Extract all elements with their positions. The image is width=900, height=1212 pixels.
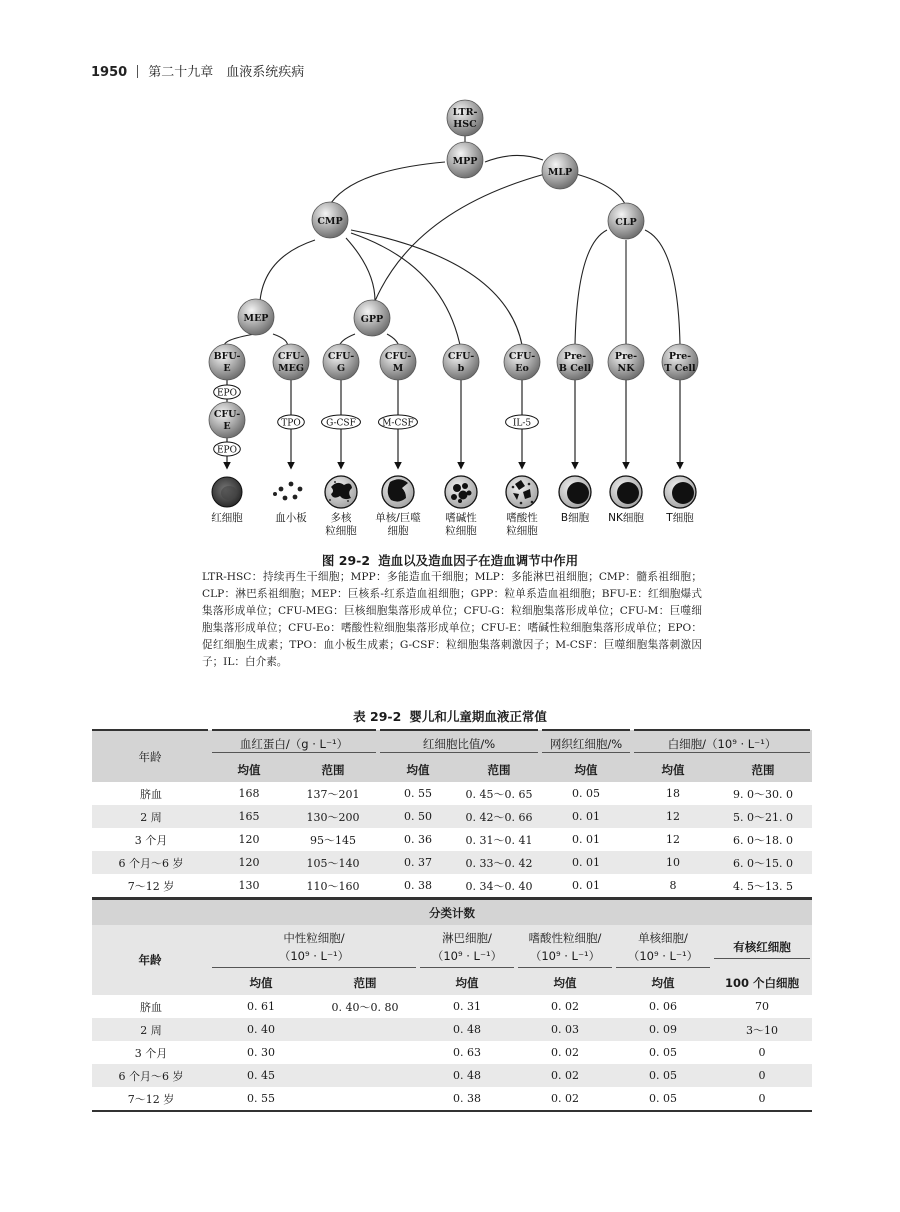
nrbc-header: 有核红细胞: [714, 938, 810, 959]
hematocrit-header: 红细胞比值/%: [380, 736, 538, 753]
value-cell: 0. 45: [247, 1069, 275, 1082]
cell-label-baso: 嗜碱性: [445, 512, 477, 524]
table-row: [92, 874, 812, 898]
node-label: NK: [617, 363, 635, 374]
value-cell: 0. 30: [247, 1046, 275, 1059]
figure-number: 图 29-2: [321, 553, 371, 568]
cell-label-mono-line2: 细胞: [387, 525, 409, 537]
node-cfue: [209, 402, 245, 438]
value-cell: 0. 03: [551, 1023, 579, 1036]
neutrophil-icon: [325, 476, 357, 508]
factor-il-5: [506, 415, 539, 429]
node-cfum: [380, 344, 416, 380]
value-cell: 0. 05: [649, 1046, 677, 1059]
value-cell: 0. 38: [453, 1092, 481, 1105]
subheader-cell: 均值: [553, 976, 577, 990]
age-cell: 7～12 岁: [127, 1092, 175, 1106]
node-label: MEP: [243, 313, 269, 324]
value-cell: [312, 1087, 418, 1111]
age-cell: 6 个月～6 岁: [118, 1069, 184, 1083]
table-row: [92, 828, 812, 851]
table-row: [92, 782, 812, 805]
monocyte-header: 单核细胞/ （10⁹ · L⁻¹）: [616, 929, 710, 968]
node-mlp: [542, 153, 578, 189]
node-label: Pre-: [668, 351, 692, 362]
cell-label-nkcell: NK细胞: [608, 512, 644, 524]
page-header: [91, 61, 304, 80]
value-cell: 0. 38: [404, 879, 433, 892]
table-row: [92, 851, 812, 874]
value-cell: 12: [666, 833, 681, 846]
node-label: MPP: [452, 156, 478, 167]
table-row: [92, 1087, 812, 1111]
value-cell: 120: [238, 833, 260, 846]
value-cell: 165: [238, 810, 260, 823]
node-label: LTR-: [452, 107, 478, 118]
value-cell: 0. 48: [453, 1069, 481, 1082]
value-cell: 105～140: [306, 856, 360, 870]
table-body: [92, 782, 812, 898]
factor-m-csf: [379, 415, 418, 429]
node-pret: [662, 344, 698, 380]
value-cell: 0. 31～0. 41: [465, 833, 533, 847]
figure-title: 造血以及造血因子在造血调节中作用: [378, 553, 579, 568]
cell-label-eos-line2: 粒细胞: [506, 525, 538, 537]
table-row: [92, 1064, 812, 1087]
subheader-cell: 范围: [751, 763, 775, 777]
cell-label-plt: 血小板: [275, 512, 307, 524]
value-cell: 0. 63: [453, 1046, 481, 1059]
value-cell: 0. 01: [572, 856, 601, 869]
value-cell: 8: [669, 879, 677, 892]
factor-label: EPO: [216, 388, 238, 399]
node-label: HSC: [453, 119, 477, 130]
node-label: T Cell: [664, 363, 696, 374]
lymphocyte-header: 淋巴细胞/ （10⁹ · L⁻¹）: [420, 929, 514, 968]
blood-values-table: [92, 729, 814, 899]
subheader-cell: 100 个白细胞: [725, 976, 800, 990]
mature-cells: [212, 476, 696, 508]
value-cell: 0. 45～0. 65: [465, 787, 533, 801]
value-cell: 10: [666, 856, 681, 869]
node-cfub: [443, 344, 479, 380]
node-label: G: [336, 363, 346, 374]
chapter-title: 第二十九章 血液系统疾病: [148, 65, 305, 80]
b-cell-icon: [559, 476, 591, 508]
cell-label-rbc: 红细胞: [211, 512, 243, 524]
factor-epo: [214, 385, 241, 399]
value-cell: 0. 31: [453, 1000, 481, 1013]
value-cell: 120: [238, 856, 260, 869]
value-cell: 3～10: [746, 1023, 779, 1037]
cell-label-bcell: B细胞: [560, 512, 590, 524]
value-cell: 130: [238, 879, 260, 892]
node-clp: [608, 203, 644, 239]
table-row: [92, 1018, 812, 1041]
platelet-icon: [273, 482, 302, 501]
value-cell: 0. 05: [572, 787, 601, 800]
value-cell: 95～145: [310, 833, 356, 847]
reticulocyte-header: 网织红细胞/%: [542, 736, 630, 753]
value-cell: 0. 01: [572, 833, 601, 846]
value-cell: 6. 0～18. 0: [733, 833, 794, 847]
neutrophil-header: 中性粒细胞/ （10⁹ · L⁻¹）: [212, 929, 416, 968]
cell-label-eos: 嗜酸性: [506, 512, 538, 524]
value-cell: [312, 1018, 418, 1041]
value-cell: 0. 40: [247, 1023, 275, 1036]
factor-epo: [214, 442, 241, 456]
value-cell: 0. 48: [453, 1023, 481, 1036]
value-cell: 9. 0～30. 0: [733, 787, 794, 801]
value-cell: 0. 33～0. 42: [465, 856, 533, 870]
cell-label-neut: 多核: [330, 512, 352, 524]
node-gpp: [354, 300, 390, 336]
node-label: MEG: [278, 363, 304, 374]
red-blood-cell-icon: [212, 477, 242, 507]
value-cell: 0. 50: [404, 810, 433, 823]
node-bfue: [209, 344, 245, 380]
subheader-cell: 均值: [455, 976, 479, 990]
table-row: [92, 995, 812, 1018]
value-cell: 0. 01: [572, 810, 601, 823]
value-cell: [312, 1064, 418, 1087]
node-label: Pre-: [614, 351, 638, 362]
subheader-cell: 范围: [321, 763, 345, 777]
value-cell: 130～200: [306, 810, 360, 824]
value-cell: 0: [758, 1092, 766, 1105]
node-cfumeg: [273, 344, 309, 380]
age-header-2: 年龄: [138, 953, 162, 967]
value-cell: 0. 06: [649, 1000, 677, 1013]
value-cell: 110～160: [306, 879, 360, 893]
eosinophil-icon: [506, 476, 538, 508]
node-label: CMP: [317, 216, 343, 227]
figure-caption: [0, 551, 900, 569]
figure-legend: LTR-HSC：持续再生干细胞；MPP：多能造血干细胞；MLP：多能淋巴祖细胞；CMP：髓系祖细胞；CLP：淋巴系祖细胞；MEP：巨核系-红系造血祖细胞；GPP：粒单系造血祖细胞；BFU-E：红细胞爆式集落形成单位；CFU-MEG：巨核细胞集落形成单位；CFU-G：粒细胞集落形成单位；CFU-M：巨噬细胞集落形成单位；CFU-Eo：嗜酸性粒细胞集落形成单位；CFU-E：嗜碱性粒细胞集落形成单位；EPO：促红细胞生成素；TPO：血小板生成素；G-CSF：粒细胞集落刺激因子；M-CSF：巨噬细胞集落刺激因子；IL：白介素。: [202, 571, 702, 668]
node-label: E: [223, 421, 231, 432]
age-cell: 2 周: [140, 1023, 162, 1037]
hemoglobin-header: 血红蛋白/（g · L⁻¹）: [212, 736, 376, 753]
table-title: 婴儿和儿童期血液正常值: [409, 709, 547, 724]
subheader-cell: 均值: [406, 763, 430, 777]
value-cell: 0. 02: [551, 1069, 579, 1082]
node-label: CFU-: [384, 351, 412, 362]
factor-tpo: [278, 415, 305, 429]
value-cell: 0. 42～0. 66: [465, 810, 533, 824]
hematopoiesis-diagram: [195, 90, 715, 546]
cell-label-mono: 单核/巨噬: [375, 512, 421, 524]
value-cell: 0. 05: [649, 1092, 677, 1105]
subheader-cell: 范围: [487, 763, 511, 777]
subheader-cell: 均值: [237, 763, 261, 777]
factor-label: TPO: [281, 418, 301, 429]
t-cell-icon: [664, 476, 696, 508]
value-cell: 0. 02: [551, 1046, 579, 1059]
table-body-2: [92, 995, 812, 1111]
factor-label: G-CSF: [326, 418, 356, 429]
node-cfueo: [504, 344, 540, 380]
table-caption: [0, 707, 900, 725]
nk-cell-icon: [610, 476, 642, 508]
value-cell: 0. 61: [247, 1000, 275, 1013]
value-cell: 0. 37: [404, 856, 433, 869]
age-header: 年龄: [92, 730, 210, 782]
node-label: CFU-: [508, 351, 536, 362]
differential-header: 分类计数: [429, 905, 476, 920]
node-label: GPP: [360, 314, 384, 325]
node-label: M: [392, 363, 404, 374]
cell-label-baso-line2: 粒细胞: [445, 525, 477, 537]
value-cell: 6. 0～15. 0: [733, 856, 794, 870]
subheader-cell: 范围: [353, 976, 377, 990]
node-cmp: [312, 202, 348, 238]
factor-label: EPO: [216, 445, 238, 456]
table-row: [92, 1041, 812, 1064]
value-cell: 0: [758, 1069, 766, 1082]
value-cell: 0. 05: [649, 1069, 677, 1082]
node-preb: [557, 344, 593, 380]
growth-factors: [214, 385, 539, 456]
value-cell: 0. 01: [572, 879, 601, 892]
table-number: 表 29-2: [353, 709, 402, 724]
monocyte-icon: [382, 476, 414, 508]
age-cell: 2 周: [140, 810, 162, 824]
node-cfug: [323, 344, 359, 380]
value-cell: 0. 55: [247, 1092, 275, 1105]
value-cell: 0. 02: [551, 1000, 579, 1013]
value-cell: 0. 09: [649, 1023, 677, 1036]
value-cell: 4. 5～13. 5: [733, 879, 794, 893]
value-cell: 5. 0～21. 0: [733, 810, 794, 824]
value-cell: 0: [758, 1046, 766, 1059]
node-label: CFU-: [213, 409, 241, 420]
value-cell: 70: [755, 1000, 770, 1013]
node-ltr: [447, 100, 483, 136]
age-cell: 3 个月: [134, 833, 168, 847]
node-label: Eo: [515, 363, 529, 374]
node-label: E: [223, 363, 231, 374]
value-cell: 0. 55: [404, 787, 433, 800]
subheader-cell: 均值: [651, 976, 675, 990]
node-label: Pre-: [563, 351, 587, 362]
cell-labels: [211, 511, 694, 537]
header-divider: [137, 65, 138, 78]
value-cell: 0. 36: [404, 833, 433, 846]
node-mep: [238, 299, 274, 335]
progenitor-nodes: [209, 100, 698, 438]
node-label: MLP: [547, 167, 573, 178]
value-cell: 0. 02: [551, 1092, 579, 1105]
age-cell: 脐血: [140, 1000, 162, 1014]
value-cell: 12: [666, 810, 681, 823]
table-row: [92, 805, 812, 828]
wbc-header: 白细胞/（10⁹ · L⁻¹）: [634, 736, 810, 753]
value-cell: 18: [666, 787, 681, 800]
differential-count-table: [92, 898, 814, 1112]
age-cell: 脐血: [140, 787, 162, 801]
value-cell: 168: [238, 787, 260, 800]
node-prenk: [608, 344, 644, 380]
node-label: CFU-: [327, 351, 355, 362]
node-label: CLP: [615, 217, 637, 228]
node-label: B Cell: [558, 363, 592, 374]
factor-g-csf: [322, 415, 361, 429]
value-cell: [312, 1041, 418, 1064]
node-label: CFU-: [277, 351, 305, 362]
age-cell: 7～12 岁: [127, 879, 175, 893]
age-cell: 3 个月: [134, 1046, 168, 1060]
node-label: CFU-: [447, 351, 475, 362]
node-label: BFU-: [213, 351, 241, 362]
cell-label-neut-line2: 粒细胞: [325, 525, 357, 537]
factor-label: M-CSF: [382, 418, 414, 429]
factor-label: IL-5: [512, 418, 532, 429]
page-number: 1950: [91, 65, 128, 80]
subheader-cell: 均值: [249, 976, 273, 990]
basophil-icon: [445, 476, 477, 508]
node-mpp: [447, 142, 483, 178]
value-cell: 0. 40～0. 80: [331, 1000, 399, 1014]
cell-label-tcell: T细胞: [666, 512, 694, 524]
node-label: b: [457, 363, 465, 374]
subheader-cell: 均值: [574, 763, 598, 777]
value-cell: 0. 34～0. 40: [465, 879, 533, 893]
subheader-cell: 均值: [661, 763, 685, 777]
age-cell: 6 个月～6 岁: [118, 856, 184, 870]
eosinophil-header: 嗜酸性粒细胞/ （10⁹ · L⁻¹）: [518, 929, 612, 968]
value-cell: 137～201: [306, 787, 360, 801]
